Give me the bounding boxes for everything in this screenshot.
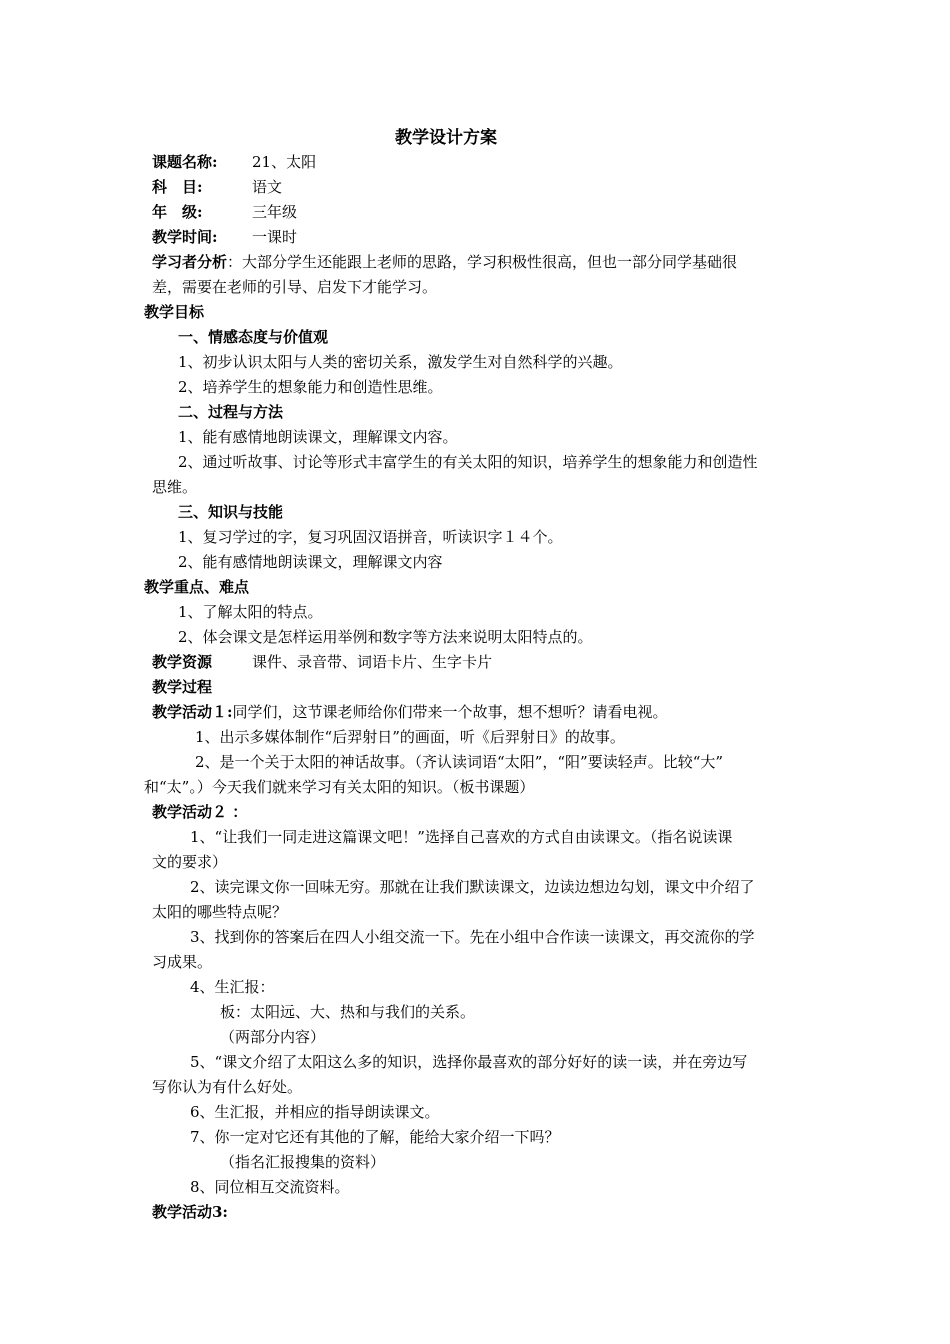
subsection-heading: 三、知识与技能 (178, 503, 284, 521)
goal-item: 2、通过听故事、讨论等形式丰富学生的有关太阳的知识，培养学生的想象能力和创造性 (178, 453, 758, 471)
info-row-time (152, 227, 297, 247)
goal-item: 2、能有感情地朗读课文，理解课文内容 (178, 553, 443, 571)
subsection-heading: 二、过程与方法 (178, 403, 284, 421)
section-heading-process: 教学过程 (152, 678, 213, 696)
page-title: 教学设计方案 (395, 128, 497, 148)
info-label: 年 级: (152, 203, 203, 221)
goal-item: 1、能有感情地朗读课文，理解课文内容。 (178, 428, 458, 446)
info-row-topic (152, 152, 316, 172)
section-heading-goals: 教学目标 (144, 303, 205, 321)
activity-line: 3、找到你的答案后在四人小组交流一下。先在小组中合作读一读课文，再交流你的学 (190, 928, 755, 946)
goal-item: 1、复习学过的字，复习巩固汉语拼音，听读识字１４个。 (178, 528, 563, 546)
resources-label: 教学资源 (152, 653, 213, 671)
info-value: 语文 (252, 178, 283, 196)
resources-text: 课件、录音带、词语卡片、生字卡片 (252, 653, 493, 671)
activity-line: 1、出示多媒体制作“后羿射日”的画面，听《后羿射日》的故事。 (195, 728, 625, 746)
activity-line: 6、生汇报，并相应的指导朗读课文。 (190, 1103, 440, 1121)
info-label: 科 目: (152, 178, 203, 196)
activity-board-note: 板：太阳远、大、热和与我们的关系。 (220, 1003, 476, 1021)
info-row-grade (152, 202, 297, 222)
keypoint-item: 2、体会课文是怎样运用举例和数字等方法来说明太阳特点的。 (178, 628, 593, 646)
activity-intro: 同学们，这节课老师给你们带来一个故事，想不想听？请看电视。 (232, 703, 668, 721)
activity-label: 教学活动１: (152, 703, 233, 721)
info-label: 课题名称: (152, 153, 218, 171)
info-value: 21、太阳 (252, 153, 317, 171)
keypoint-item: 1、了解太阳的特点。 (178, 603, 323, 621)
learner-text-cont: 差，需要在老师的引导、启发下才能学习。 (152, 278, 438, 296)
activity-line: 2、是一个关于太阳的神话故事。（齐认读词语“太阳”，“阳”要读轻声。比较“大” (195, 753, 724, 771)
info-row-subject (152, 177, 282, 197)
resources-row (152, 652, 492, 672)
section-heading-keypoints: 教学重点、难点 (144, 578, 250, 596)
learner-analysis (152, 252, 737, 272)
info-value: 三年级 (252, 203, 298, 221)
goal-item: 2、培养学生的想象能力和创造性思维。 (178, 378, 443, 396)
info-value: 一课时 (252, 228, 298, 246)
goal-item-cont: 思维。 (152, 478, 198, 496)
activity-line-cont: 习成果。 (152, 953, 213, 971)
activity-board-note: （两部分内容） (220, 1028, 326, 1046)
activity-1 (152, 702, 668, 722)
activity-line: 7、你一定对它还有其他的了解，能给大家介绍一下吗？ (190, 1128, 560, 1146)
learner-label: 学习者分析 (152, 253, 228, 271)
activity-line: 5、“课文介绍了太阳这么多的知识，选择你最喜欢的部分好好的读一读，并在旁边写 (190, 1053, 748, 1071)
activity-line: 2、读完课文你一回味无穷。那就在让我们默读课文，边读边想边勾划，课文中介绍了 (190, 878, 755, 896)
activity-line-cont: 文的要求） (152, 853, 228, 871)
activity-line: 1、“让我们一同走进这篇课文吧！”选择自己喜欢的方式自由读课文。（指名说读课 (190, 828, 733, 846)
learner-text: ：大部分学生还能跟上老师的思路，学习积极性很高，但也一部分同学基础很 (227, 253, 738, 271)
activity-3-label: 教学活动3: (152, 1203, 228, 1221)
subsection-heading: 一、情感态度与价值观 (178, 328, 329, 346)
activity-line-note: （指名汇报搜集的资料） (220, 1153, 386, 1171)
activity-line-cont: 写你认为有什么好处。 (152, 1078, 303, 1096)
activity-line: 4、生汇报： (190, 978, 275, 996)
activity-line-cont: 太阳的哪些特点呢？ (152, 903, 288, 921)
goal-item: 1、初步认识太阳与人类的密切关系，激发学生对自然科学的兴趣。 (178, 353, 623, 371)
info-label: 教学时间: (152, 228, 218, 246)
activity-line: 8、同位相互交流资料。 (190, 1178, 350, 1196)
activity-2-label: 教学活动２ ： (152, 803, 248, 821)
activity-line-cont: 和“太”。）今天我们就来学习有关太阳的知识。（板书课题） (144, 778, 535, 796)
